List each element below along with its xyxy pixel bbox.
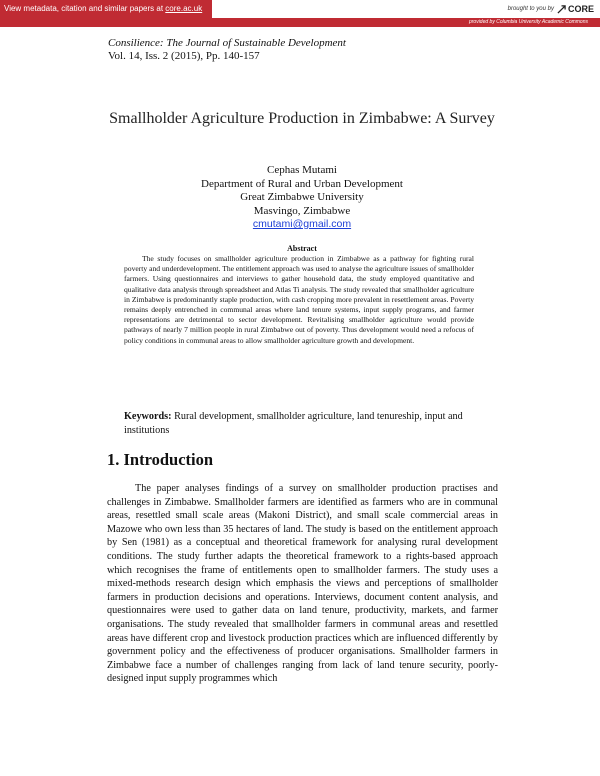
abstract-heading: Abstract bbox=[287, 244, 317, 253]
keywords-text: Rural development, smallholder agriculture, land tenureship, input and institutions bbox=[124, 411, 463, 436]
brought-by bbox=[508, 4, 594, 14]
paper-title: Smallholder Agriculture Production in Zimbabwe: A Survey bbox=[109, 110, 495, 127]
intro-paragraph: The paper analyses findings of a survey on smallholder production practises and challenges in Zimbabwe. Smallholder farmers are identified as farmers who are in communal areas, resettled small scale areas (Makoni District), and small scale commercial areas in Mazowe who own less than 35 hectares of land. The study is based on the entitlement approach by Sen (1981) as a conceptual and theoretical framework for analysing rural development conditions. The study further adapts the theoretical framework to a rights-based approach which recognises the frame of entitlements open to smallholder farmers. The study uses a mixed-methods research design which emphasis the views and perceptions of smallholder farmers in production decisions and operations. Interviews, document content analysis, and questionnaires were used to gather data on land tenure, productivity, markets, and farmer organisations. The study revealed that smallholder farmers in communal areas and resettled areas have different crop and livestock production practices which are influenced differently by government policy and the effectiveness of producer organisations. Smallholder farmers in Zimbabwe face a number of challenges ranging from lack of land tenure security, poorly-designed input supply programmes which bbox=[107, 483, 498, 685]
core-logo-icon bbox=[557, 5, 566, 14]
section-heading: 1. Introduction bbox=[107, 450, 214, 469]
journal-header bbox=[108, 37, 346, 63]
journal-volume: Vol. 14, Iss. 2 (2015), Pp. 140-157 bbox=[108, 50, 260, 62]
metadata-banner[interactable] bbox=[0, 0, 212, 18]
author-email-link[interactable]: cmutami@gmail.com bbox=[252, 218, 352, 230]
abstract-text: The study focuses on smallholder agriculture production in Zimbabwe as a pathway for fighting rural poverty and underdevelopment. The entitlement approach was used to analyse the agriculture issues of smallholder farmers. Using questionnaires and interviews to gather household data, the study employed quantitative and qualitative data analysis through spreadsheet and Atlas Ti analysis. The study revealed that smallholder agriculture in Zimbabwe is predominantly staple production, with cash cropping more prevalent in resettlement areas. Poverty remains deeply entrenched in communal areas where land tenure systems, input supply programs, and farmer representations are detrimental to sector development. Revitalising smallholder agriculture would provide pathways of nearly 7 million people in rural Zimbabwe out of poverty. Thus development would need a refocus of policy conditions in communal areas to allow smallholder agriculture growth and development. bbox=[124, 254, 474, 345]
core-logo-text: CORE bbox=[567, 4, 594, 14]
keywords bbox=[124, 410, 484, 437]
author-name: Cephas Mutami bbox=[267, 164, 337, 176]
author-block bbox=[108, 164, 496, 232]
provider-text: provided by Columbia University Academic Commons bbox=[468, 19, 588, 25]
metadata-banner-text: View metadata, citation and similar papers at bbox=[4, 4, 166, 13]
keywords-label: Keywords: bbox=[124, 411, 172, 422]
author-location: Masvingo, Zimbabwe bbox=[253, 204, 351, 217]
author-department: Department of Rural and Urban Development bbox=[201, 177, 403, 190]
provider-strip bbox=[0, 18, 600, 27]
core-link[interactable]: core.ac.uk bbox=[165, 4, 203, 13]
core-banner bbox=[0, 0, 600, 18]
author-university: Great Zimbabwe University bbox=[240, 191, 364, 203]
core-logo[interactable] bbox=[557, 4, 594, 14]
brought-by-text: brought to you by bbox=[507, 6, 554, 12]
journal-name: Consilience: The Journal of Sustainable Development bbox=[108, 37, 346, 49]
